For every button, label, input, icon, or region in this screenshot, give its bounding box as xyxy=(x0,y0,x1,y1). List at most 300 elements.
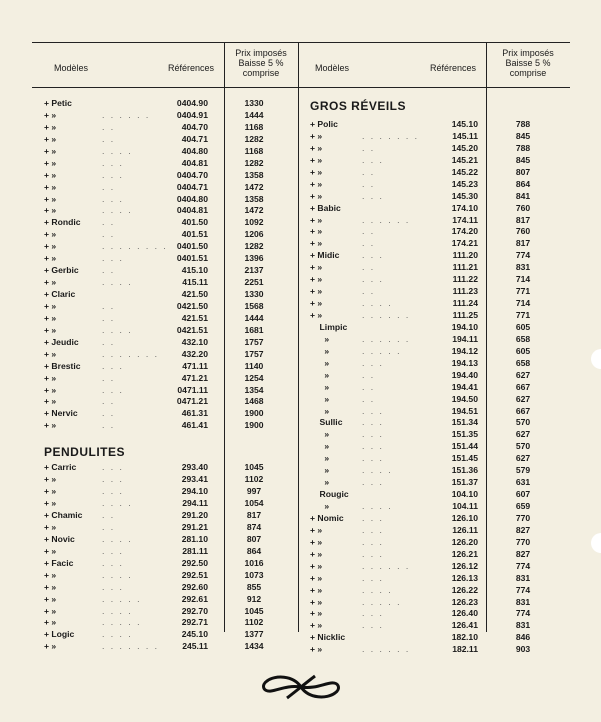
table-row xyxy=(310,131,570,143)
table-row xyxy=(310,358,570,370)
price-value: 714 xyxy=(515,298,531,309)
model-name: + » xyxy=(44,569,57,580)
price-value: 658 xyxy=(515,333,531,344)
price-value: 1102 xyxy=(244,474,264,485)
leader-dots: . . xyxy=(102,521,116,532)
price-value: 631 xyxy=(515,477,531,488)
table-row xyxy=(44,158,294,170)
price-value: 760 xyxy=(515,226,531,237)
leader-dots: . . . . xyxy=(102,533,133,544)
reference-number: 126.21 xyxy=(451,548,478,559)
leader-dots: . . . . . . . . xyxy=(102,241,168,252)
reference-number: 145.10 xyxy=(451,119,478,129)
leader-dots: . . xyxy=(102,300,116,311)
leader-dots: . . . xyxy=(102,557,124,568)
model-name: + » xyxy=(44,157,57,168)
model-name: + Petic xyxy=(44,98,72,108)
table-row xyxy=(310,513,570,525)
leader-dots: . . xyxy=(362,381,376,392)
price-value: 714 xyxy=(515,274,531,285)
price-value: 627 xyxy=(515,393,531,404)
leader-dots: . . xyxy=(362,393,376,404)
table-row xyxy=(310,370,570,382)
reference-number: 291.20 xyxy=(181,510,208,520)
price-value: 817 xyxy=(515,214,531,225)
price-value: 1045 xyxy=(244,605,264,616)
table-row xyxy=(310,191,570,203)
price-value: 864 xyxy=(515,178,531,189)
price-value: 627 xyxy=(515,429,531,440)
table-row xyxy=(44,277,294,289)
leader-dots: . . . xyxy=(362,572,384,583)
model-name: + » xyxy=(310,154,323,165)
table-row xyxy=(310,298,570,310)
leader-dots: . . . . . . xyxy=(362,644,411,655)
reference-number: 404.81 xyxy=(181,157,208,168)
table-row xyxy=(44,373,294,385)
table-row xyxy=(310,262,570,274)
table-row xyxy=(310,585,570,597)
model-name: » xyxy=(310,405,330,416)
model-name: Limpic xyxy=(310,321,348,332)
reference-number: 194.13 xyxy=(451,357,478,368)
leader-dots: . . . xyxy=(362,524,384,535)
reference-number: 194.51 xyxy=(451,405,478,416)
price-value: 831 xyxy=(515,572,531,583)
leader-dots: . . xyxy=(362,369,376,380)
table-row xyxy=(310,608,570,620)
left-rows xyxy=(44,98,294,432)
reference-number: 0404.91 xyxy=(176,109,208,120)
model-name: + » xyxy=(310,298,323,309)
model-name: + » xyxy=(310,214,323,225)
table-row xyxy=(310,250,570,262)
model-name: + » xyxy=(44,396,57,407)
table-row xyxy=(44,570,294,582)
leader-dots: . . xyxy=(102,396,116,407)
header-prix-line3: comprise xyxy=(509,68,547,78)
table-row xyxy=(44,486,294,498)
leader-dots: . . . xyxy=(362,620,384,631)
reference-number: 281.10 xyxy=(181,533,208,544)
model-name: + » xyxy=(44,300,57,311)
model-name: » xyxy=(310,441,330,452)
leader-dots: . . xyxy=(362,286,376,297)
model-name: + » xyxy=(310,142,323,153)
model-name: + » xyxy=(44,372,57,383)
price-value: 605 xyxy=(515,321,531,332)
model-name: » xyxy=(310,369,330,380)
model-name: + » xyxy=(44,169,57,180)
model-name: + Gerbic xyxy=(44,265,79,276)
model-name: + Facic xyxy=(44,557,74,568)
reference-number: 145.20 xyxy=(451,142,478,153)
leader-dots: . . . . xyxy=(102,629,133,640)
model-name: + » xyxy=(310,226,323,237)
reference-number: 0421.50 xyxy=(176,300,208,311)
price-value: 1206 xyxy=(244,229,264,240)
leader-dots: . . xyxy=(102,372,116,383)
price-value: 1016 xyxy=(244,557,264,568)
header-col-prix xyxy=(486,48,570,78)
table-row xyxy=(44,594,294,606)
table-row xyxy=(310,238,570,250)
price-value: 1444 xyxy=(244,312,264,323)
model-name: + Rondic xyxy=(44,217,81,228)
table-row xyxy=(310,501,570,513)
price-value: 579 xyxy=(515,465,531,476)
model-name: + » xyxy=(310,560,323,571)
model-name: + » xyxy=(44,145,57,156)
model-name: + Carric xyxy=(44,462,77,473)
price-value: 903 xyxy=(515,644,531,655)
leader-dots: . . xyxy=(102,121,116,132)
leader-dots: . . . . . . . xyxy=(102,348,160,359)
table-row xyxy=(310,441,570,453)
reference-number: 174.20 xyxy=(451,226,478,237)
model-name: + Polic xyxy=(310,119,338,129)
model-name: » xyxy=(310,453,330,464)
reference-number: 194.12 xyxy=(451,345,478,356)
model-name: + » xyxy=(44,253,57,264)
price-value: 817 xyxy=(515,238,531,249)
reference-number: 401.51 xyxy=(181,229,208,240)
model-name: » xyxy=(310,393,330,404)
model-name: + » xyxy=(44,241,57,252)
binder-hole xyxy=(591,533,601,553)
leader-dots: . . . . xyxy=(102,205,133,216)
model-name: + » xyxy=(44,486,57,497)
leader-dots: . . xyxy=(102,312,116,323)
leader-dots: . . . . . . xyxy=(102,109,151,120)
model-name: » xyxy=(310,333,330,344)
model-name: + » xyxy=(310,644,323,655)
price-value: 1358 xyxy=(244,193,264,204)
model-name: + » xyxy=(44,384,57,395)
model-name: + Midic xyxy=(310,250,340,261)
reference-number: 245.10 xyxy=(181,629,208,640)
model-name: + Jeudic xyxy=(44,336,79,347)
table-row xyxy=(44,546,294,558)
table-row xyxy=(44,134,294,146)
table-row xyxy=(310,203,570,215)
leader-dots: . . . xyxy=(362,417,384,428)
table-row xyxy=(310,119,570,131)
reference-number: 415.10 xyxy=(181,265,208,276)
right-rows xyxy=(310,119,570,656)
table-row xyxy=(44,420,294,432)
leader-dots: . . . xyxy=(362,608,384,619)
price-value: 627 xyxy=(515,453,531,464)
model-name: + Nervic xyxy=(44,408,78,419)
price-value: 1396 xyxy=(244,253,264,264)
column-divider xyxy=(298,42,299,632)
reference-number: 145.22 xyxy=(451,166,478,177)
price-value: 1092 xyxy=(244,217,264,228)
reference-number: 111.21 xyxy=(452,262,478,273)
table-row xyxy=(310,406,570,418)
table-row xyxy=(310,179,570,191)
reference-number: 151.35 xyxy=(451,429,478,440)
leader-dots: . . xyxy=(362,178,376,189)
model-name: + » xyxy=(310,274,323,285)
leader-dots: . . . xyxy=(362,274,384,285)
price-value: 788 xyxy=(515,142,531,153)
table-row xyxy=(310,286,570,298)
model-name: + » xyxy=(44,521,57,532)
table-row xyxy=(310,215,570,227)
price-value: 1073 xyxy=(244,569,264,580)
model-name: + » xyxy=(44,581,57,592)
leader-dots: . . . xyxy=(102,474,124,485)
model-name: + » xyxy=(44,181,57,192)
table-row xyxy=(310,465,570,477)
reference-number: 415.11 xyxy=(182,277,208,288)
model-name: + » xyxy=(44,474,57,485)
reference-number: 404.80 xyxy=(181,145,208,156)
price-value: 667 xyxy=(515,405,531,416)
table-row xyxy=(44,617,294,629)
model-name: + Babic xyxy=(310,202,341,213)
table-row xyxy=(310,346,570,358)
table-row xyxy=(44,582,294,594)
model-name: + » xyxy=(44,277,57,288)
model-name: + » xyxy=(310,620,323,631)
header-prix-line3: comprise xyxy=(242,68,280,78)
model-name: + » xyxy=(310,166,323,177)
model-name: + » xyxy=(310,286,323,297)
leader-dots: . . xyxy=(362,262,376,273)
reference-number: 111.23 xyxy=(452,286,478,297)
leader-dots: . . . . . . . xyxy=(102,641,160,652)
price-value: 659 xyxy=(515,501,531,511)
model-name: Sullic xyxy=(310,417,343,428)
price-value: 845 xyxy=(515,154,531,165)
price-value: 1045 xyxy=(244,462,264,473)
price-value: 774 xyxy=(515,584,531,595)
table-row xyxy=(310,453,570,465)
table-row xyxy=(44,98,294,110)
price-value: 1681 xyxy=(244,324,264,335)
table-row xyxy=(44,349,294,361)
reference-number: 461.31 xyxy=(181,408,208,419)
reference-number: 126.12 xyxy=(451,560,478,571)
price-value: 1377 xyxy=(244,629,264,640)
table-row xyxy=(310,537,570,549)
reference-number: 421.50 xyxy=(181,289,208,299)
model-name: » xyxy=(310,477,330,488)
price-value: 1358 xyxy=(244,169,264,180)
reference-number: 126.23 xyxy=(451,596,478,607)
leader-dots: . . . . . . . xyxy=(362,130,420,141)
reference-number: 421.51 xyxy=(181,312,208,323)
reference-number: 174.11 xyxy=(452,214,478,225)
model-name: + Nicklic xyxy=(310,632,346,643)
leader-dots: . . . . xyxy=(362,584,393,595)
table-row xyxy=(44,510,294,522)
reference-number: 194.50 xyxy=(451,393,478,404)
price-value: 807 xyxy=(246,533,262,544)
reference-number: 174.10 xyxy=(451,202,478,213)
price-value: 827 xyxy=(515,524,531,535)
leader-dots: . . xyxy=(102,336,116,347)
flourish-ornament-icon xyxy=(257,672,345,702)
price-value: 1354 xyxy=(244,384,264,395)
model-name: + » xyxy=(310,572,323,583)
reference-number: 292.51 xyxy=(181,569,208,580)
price-value: 807 xyxy=(515,166,531,177)
table-row xyxy=(44,170,294,182)
model-name: + » xyxy=(310,584,323,595)
leader-dots: . . . . xyxy=(362,501,393,511)
price-value: 2251 xyxy=(244,277,264,288)
leader-dots: . . . xyxy=(362,548,384,559)
price-value: 607 xyxy=(515,489,531,500)
leader-dots: . . xyxy=(102,133,116,144)
header-prix-line2: Baisse 5 % xyxy=(238,58,284,68)
leader-dots: . . . xyxy=(362,357,384,368)
table-row xyxy=(310,394,570,406)
model-name: » xyxy=(310,381,330,392)
leader-dots: . . xyxy=(102,408,116,419)
leader-dots: . . . . . . xyxy=(362,333,411,344)
table-row xyxy=(310,573,570,585)
table-row xyxy=(310,429,570,441)
table-row xyxy=(310,525,570,537)
price-value: 1472 xyxy=(244,205,264,216)
table-row xyxy=(310,477,570,489)
reference-number: 126.11 xyxy=(452,524,478,535)
price-value: 864 xyxy=(246,545,262,556)
model-name: + » xyxy=(310,548,323,559)
table-row xyxy=(44,522,294,534)
reference-number: 126.20 xyxy=(451,536,478,547)
table-row xyxy=(310,632,570,644)
model-name: + » xyxy=(310,130,323,141)
leader-dots: . . . xyxy=(362,250,384,261)
reference-number: 145.21 xyxy=(451,154,478,165)
model-name: + » xyxy=(44,348,57,359)
reference-number: 401.50 xyxy=(181,217,208,228)
model-name: + Novic xyxy=(44,533,75,544)
leader-dots: . . . . xyxy=(102,605,133,616)
price-value: 774 xyxy=(515,560,531,571)
table-row xyxy=(44,474,294,486)
leader-dots: . . xyxy=(102,181,116,192)
leader-dots: . . . xyxy=(362,512,384,523)
price-value: 912 xyxy=(246,593,262,604)
reference-number: 126.40 xyxy=(451,608,478,619)
table-row xyxy=(310,274,570,286)
table-row xyxy=(44,182,294,194)
price-value: 827 xyxy=(515,548,531,559)
price-value: 1444 xyxy=(244,109,264,120)
model-name: + Claric xyxy=(44,289,76,299)
reference-number: 404.71 xyxy=(181,133,208,144)
table-row xyxy=(44,146,294,158)
reference-number: 151.34 xyxy=(451,417,478,428)
leader-dots: . . xyxy=(102,217,116,228)
header-col-prix xyxy=(224,48,298,78)
left-rows-pendulites xyxy=(44,462,294,653)
price-value: 1330 xyxy=(244,98,264,108)
reference-number: 111.22 xyxy=(452,274,478,285)
leader-dots: . . xyxy=(102,420,116,431)
leader-dots: . . . . xyxy=(362,465,393,476)
header-col-references: Références xyxy=(430,63,477,73)
leader-dots: . . . xyxy=(102,545,124,556)
leader-dots: . . . . xyxy=(362,298,393,309)
model-name: + » xyxy=(44,324,57,335)
reference-number: 126.13 xyxy=(451,572,478,583)
table-row xyxy=(310,143,570,155)
leader-dots: . . . . . . xyxy=(362,560,411,571)
model-name: + » xyxy=(310,310,323,320)
leader-dots: . . . xyxy=(362,405,384,416)
table-row xyxy=(310,561,570,573)
price-value: 1054 xyxy=(244,498,264,509)
reference-number: 126.41 xyxy=(451,620,478,631)
table-row xyxy=(44,361,294,373)
price-value: 1330 xyxy=(244,289,264,299)
binder-hole xyxy=(591,349,601,369)
reference-number: 0401.51 xyxy=(176,253,208,264)
header-col-modeles: Modèles xyxy=(54,63,89,73)
table-row xyxy=(44,229,294,241)
model-name: + » xyxy=(310,596,323,607)
price-value: 855 xyxy=(246,581,262,592)
price-value: 605 xyxy=(515,345,531,356)
price-value: 774 xyxy=(515,250,531,261)
section-title-gros-reveils: GROS RÉVEILS xyxy=(310,99,407,113)
table-row xyxy=(44,462,294,474)
leader-dots: . . . . . xyxy=(102,593,142,604)
reference-number: 0471.21 xyxy=(176,396,208,407)
reference-number: 145.30 xyxy=(451,190,478,201)
header-col-modeles: Modèles xyxy=(315,63,350,73)
model-name: + » xyxy=(44,605,57,616)
leader-dots: . . . xyxy=(102,157,124,168)
table-row xyxy=(44,606,294,618)
table-row xyxy=(44,337,294,349)
leader-dots: . . . . . xyxy=(102,617,142,628)
leader-dots: . . . xyxy=(102,360,124,371)
leader-dots: . . . xyxy=(362,453,384,464)
leader-dots: . . . xyxy=(102,581,124,592)
price-value: 1282 xyxy=(244,157,264,168)
table-row xyxy=(44,241,294,253)
reference-number: 294.10 xyxy=(181,486,208,497)
model-name: Rougic xyxy=(310,489,349,500)
price-value: 627 xyxy=(515,369,531,380)
price-value: 831 xyxy=(515,620,531,631)
model-name: + » xyxy=(44,498,57,509)
leader-dots: . . . . xyxy=(102,324,133,335)
model-name: + » xyxy=(310,536,323,547)
price-value: 841 xyxy=(515,190,531,201)
reference-number: 471.21 xyxy=(181,372,208,383)
table-row xyxy=(44,217,294,229)
price-value: 570 xyxy=(515,417,531,428)
reference-number: 174.21 xyxy=(451,238,478,249)
model-name: + » xyxy=(44,121,57,132)
model-name: » xyxy=(310,429,330,440)
model-name: + » xyxy=(44,229,57,240)
right-column xyxy=(310,96,570,656)
table-row xyxy=(44,289,294,301)
header-prix-line2: Baisse 5 % xyxy=(505,58,551,68)
leader-dots: . . . . . . xyxy=(362,310,411,320)
